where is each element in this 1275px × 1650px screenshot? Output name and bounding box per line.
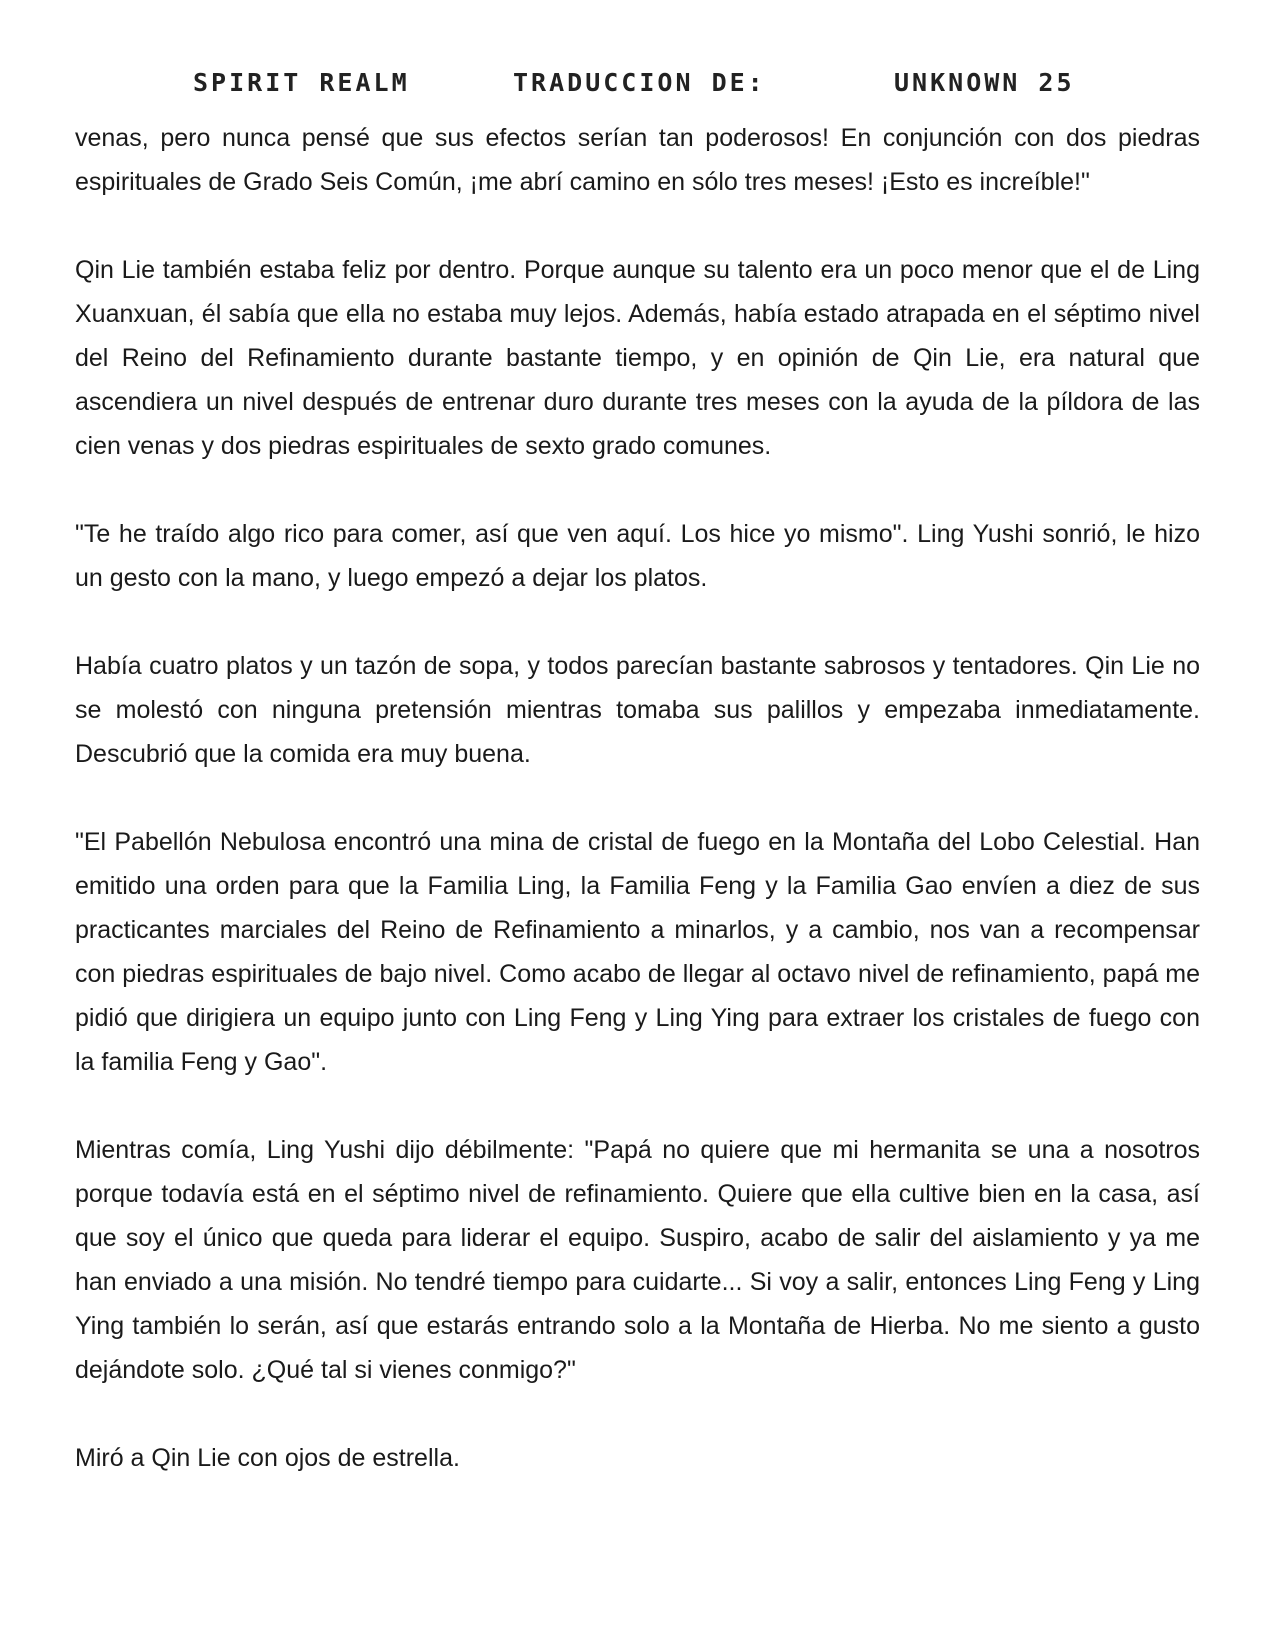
- header-title: SPIRIT REALM: [193, 68, 410, 97]
- header-translation-label: TRADUCCION DE:: [513, 68, 766, 97]
- document-body: [75, 116, 1200, 1524]
- paragraph: "El Pabellón Nebulosa encontró una mina de cristal de fuego en la Montaña del Lobo Celestial. Han emitido una orden para que la Familia Ling, la Familia Feng y la Familia Gao envíen a diez de sus practicantes marciales del Reino de Refinamiento a minarlos, y a cambio, nos van a recompensar con piedras espirituales de bajo nivel. Como acabo de llegar al octavo nivel de refinamiento, papá me pidió que dirigiera un equipo junto con Ling Feng y Ling Ying para extraer los cristales de fuego con la familia Feng y Gao".: [75, 828, 1200, 1076]
- paragraph: Había cuatro platos y un tazón de sopa, y todos parecían bastante sabrosos y tentadores. Qin Lie no se molestó con ninguna pretensión mientras tomaba sus palillos y empezaba inmediatamente. Descubrió que la comida era muy buena.: [75, 652, 1200, 768]
- page-header: [0, 68, 1275, 108]
- header-translator: UNKNOWN 25: [894, 68, 1075, 97]
- paragraph: venas, pero nunca pensé que sus efectos serían tan poderosos! En conjunción con dos piedras espirituales de Grado Seis Común, ¡me abrí camino en sólo tres meses! ¡Esto es increíble!": [75, 124, 1200, 196]
- paragraph: "Te he traído algo rico para comer, así que ven aquí. Los hice yo mismo". Ling Yushi sonrió, le hizo un gesto con la mano, y luego empezó a dejar los platos.: [75, 520, 1200, 592]
- paragraph: Mientras comía, Ling Yushi dijo débilmente: "Papá no quiere que mi hermanita se una a nosotros porque todavía está en el séptimo nivel de refinamiento. Quiere que ella cultive bien en la casa, así que soy el único que queda para liderar el equipo. Suspiro, acabo de salir del aislamiento y ya me han enviado a una misión. No tendré tiempo para cuidarte... Si voy a salir, entonces Ling Feng y Ling Ying también lo serán, así que estarás entrando solo a la Montaña de Hierba. No me siento a gusto dejándote solo. ¿Qué tal si vienes conmigo?": [75, 1136, 1200, 1384]
- paragraph: Qin Lie también estaba feliz por dentro. Porque aunque su talento era un poco menor que el de Ling Xuanxuan, él sabía que ella no estaba muy lejos. Además, había estado atrapada en el séptimo nivel del Reino del Refinamiento durante bastante tiempo, y en opinión de Qin Lie, era natural que ascendiera un nivel después de entrenar duro durante tres meses con la ayuda de la píldora de las cien venas y dos piedras espirituales de sexto grado comunes.: [75, 256, 1200, 460]
- paragraph: Miró a Qin Lie con ojos de estrella.: [75, 1444, 460, 1472]
